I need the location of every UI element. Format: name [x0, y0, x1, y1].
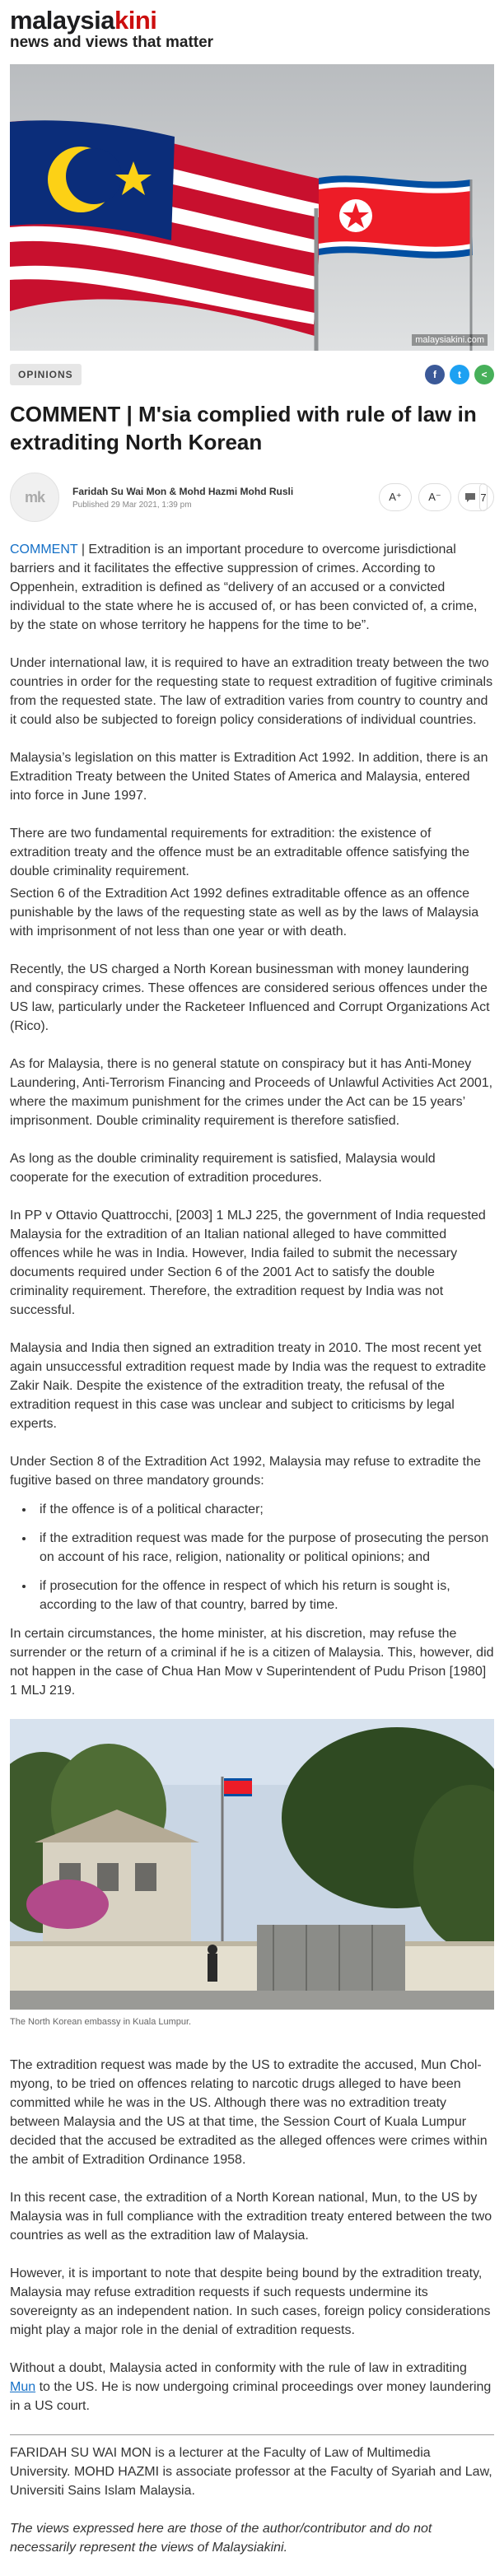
site-logo[interactable]	[10, 7, 494, 35]
font-increase-button[interactable]: A⁺	[379, 483, 412, 511]
author-avatar: mk	[10, 473, 59, 522]
grounds-list	[35, 1500, 494, 1614]
embassy-photo	[10, 1719, 494, 2010]
logo-text-main: malaysia	[10, 6, 114, 35]
flags-illustration	[10, 64, 494, 351]
paragraph: Malaysia’s legislation on this matter is Extradition Act 1992. In addition, there is an Extradition Treaty between the United States of America and Malaysia, entered into force in June 1997.	[10, 751, 488, 803]
paragraph: In certain circumstances, the home minister, at his discretion, may refuse the surrender or the return of a criminal if he is a citizen of Malaysia. This, however, did not happen in the case of Chua Han Mow v Superintendent of Pudu Prison [1980] 1 MLJ 219.	[10, 1627, 494, 1698]
byline	[10, 473, 494, 522]
divider	[10, 2434, 494, 2435]
paragraph	[10, 2359, 494, 2415]
byline-info	[72, 486, 379, 510]
article-tools	[379, 483, 494, 511]
photo-caption: The North Korean embassy in Kuala Lumpur.	[10, 2017, 192, 2027]
category-tag[interactable]: OPINIONS	[10, 364, 82, 385]
paragraph: However, it is important to note that despite being bound by the extradition treaty, Malaysia may refuse extradition requests if such requests undermine its sovereignty as an independent nation. In such cases, foreign policy considerations might play a major role in the denial of extradition requests.	[10, 2266, 491, 2337]
list-item: • if the offence is of a political character;	[35, 1500, 494, 1519]
paragraph-text: to the US. He is now undergoing criminal proceedings over money laundering in a US court.	[10, 2380, 492, 2413]
list-item: • if the extradition request was made for the purpose of prosecuting the person on account of his race, religion, nationality or political opinions; and	[35, 1529, 494, 1567]
list-item: • if prosecution for the offence in respect of which his return is sought is, according to the law of that country, barred by time.	[35, 1577, 494, 1614]
paragraph: Malaysia and India then signed an extradition treaty in 2010. The most recent yet again unsuccessful extradition request made by India was the request to extradite Zakir Naik. Despite the existence of the extradition treaty, the refusal of the extradition request in this case was unclear and subject to criticisms by legal experts.	[10, 1341, 487, 1431]
article-body	[10, 540, 494, 2557]
paragraph-text: | Extradition is an important procedure to overcome jurisdictional barriers and it facilitates the effective suppression of crimes. According to Oppenhein, extradition is defined as “delivery of an accused or a convicted individual to the state where he is accused of, or has been convicted of, a crime, by the state on whose territory he happens for the time to be”.	[10, 543, 478, 632]
embassy-figure	[10, 1719, 494, 2028]
facebook-icon[interactable]: f	[425, 365, 445, 384]
paragraph: Under Section 8 of the Extradition Act 1992, Malaysia may refuse to extradite the fugitive based on three mandatory grounds:	[10, 1455, 481, 1488]
site-tagline: news and views that matter	[10, 34, 214, 51]
paragraph: Section 6 of the Extradition Act 1992 defines extraditable offence as an offence punishable by the laws of the requesting state as well as by the laws of Malaysia with imprisonment of not less than one year or with death.	[10, 887, 479, 939]
twitter-icon[interactable]: t	[450, 365, 469, 384]
paragraph: In this recent case, the extradition of a North Korean national, Mun, to the US by Malaysia was in full compliance with the extradition treaty entered between the two countries as well as the extradition law of Malaysia.	[10, 2191, 492, 2243]
article-title: COMMENT | M'sia complied with rule of law in extraditing North Korean	[10, 402, 477, 454]
paragraph-text: Without a doubt, Malaysia acted in conformity with the rule of law in extraditing	[10, 2361, 467, 2375]
paragraph: Under international law, it is required to have an extradition treaty between the two countries in order for the requesting state to request extradition of fugitive criminals from the requested state. The law of extradition varies from country to country and it could also be subjected to foreign policy considerations of individual countries.	[10, 656, 493, 727]
embassy-illustration	[10, 1719, 494, 2010]
photo-watermark: malaysiakini.com	[412, 334, 488, 346]
paragraph: In PP v Ottavio Quattrocchi, [2003] 1 MLJ 225, the government of India requested Malaysia for the extradition of an Italian national alleged to have committed offences while he was in India. However, India failed to submit the necessary documents required under Section 6 of the 2001 Act to satisfy the double criminality requirement. Therefore, the extradition request by India was not successful.	[10, 1209, 486, 1317]
masthead	[0, 0, 504, 64]
disclaimer: The views expressed here are those of the author/contributor and do not necessarily represent the views of Malaysiakini.	[10, 2522, 432, 2555]
font-decrease-button[interactable]: A⁻	[418, 483, 451, 511]
paragraph: As long as the double criminality requirement is satisfied, Malaysia would cooperate for the execution of extradition procedures.	[10, 1152, 436, 1185]
meta-row	[10, 364, 494, 385]
logo-text-accent: kini	[114, 6, 157, 35]
comment-count: 7	[479, 483, 487, 511]
comment-section-link[interactable]: COMMENT	[10, 543, 78, 557]
mun-article-link[interactable]: Mun	[10, 2380, 36, 2394]
share-buttons	[425, 365, 494, 384]
comment-bubble-icon	[464, 492, 476, 503]
paragraph	[10, 540, 494, 635]
paragraph: Recently, the US charged a North Korean businessman with money laundering and conspiracy crimes. These offences are considered serious offences under the US law, particularly under the Racketeer Influenced and Corrupt Organizations Act (Rico).	[10, 962, 490, 1033]
published-date: Published 29 Mar 2021, 1:39 pm	[72, 500, 192, 510]
author-names[interactable]: Faridah Su Wai Mon & Mohd Hazmi Mohd Rusli	[72, 485, 294, 497]
paragraph: The extradition request was made by the US to extradite the accused, Mun Chol-myong, to be tried on offences relating to narcotic drugs alleged to have been committed while he was in the US. Although there was no extradition treaty between Malaysia and the US at that time, the Session Court of Kuala Lumpur decided that the accused be extradited as the alleged offences were crimes within the ambit of Extradition Ordinance 1958.	[10, 2058, 488, 2167]
share-icon[interactable]: <	[474, 365, 494, 384]
comments-button[interactable]	[458, 483, 494, 511]
author-bio: FARIDAH SU WAI MON is a lecturer at the Faculty of Law of Multimedia University. MOHD HAZMI is associate professor at the Faculty of Syariah and Law, Universiti Sains Islam Malaysia.	[10, 2446, 492, 2498]
paragraph: As for Malaysia, there is no general statute on conspiracy but it has Anti-Money Laundering, Anti-Terrorism Financing and Proceeds of Unlawful Activities Act 2001, where the maximum punishment for the crimes under the Act can be 15 years’ imprisonment. Double criminality requirement is therefore satisfied.	[10, 1057, 493, 1128]
hero-image	[10, 64, 494, 351]
paragraph: There are two fundamental requirements for extradition: the existence of extradition treaty and the offence must be an extraditable offence satisfying the double criminality requirement.	[10, 827, 469, 878]
